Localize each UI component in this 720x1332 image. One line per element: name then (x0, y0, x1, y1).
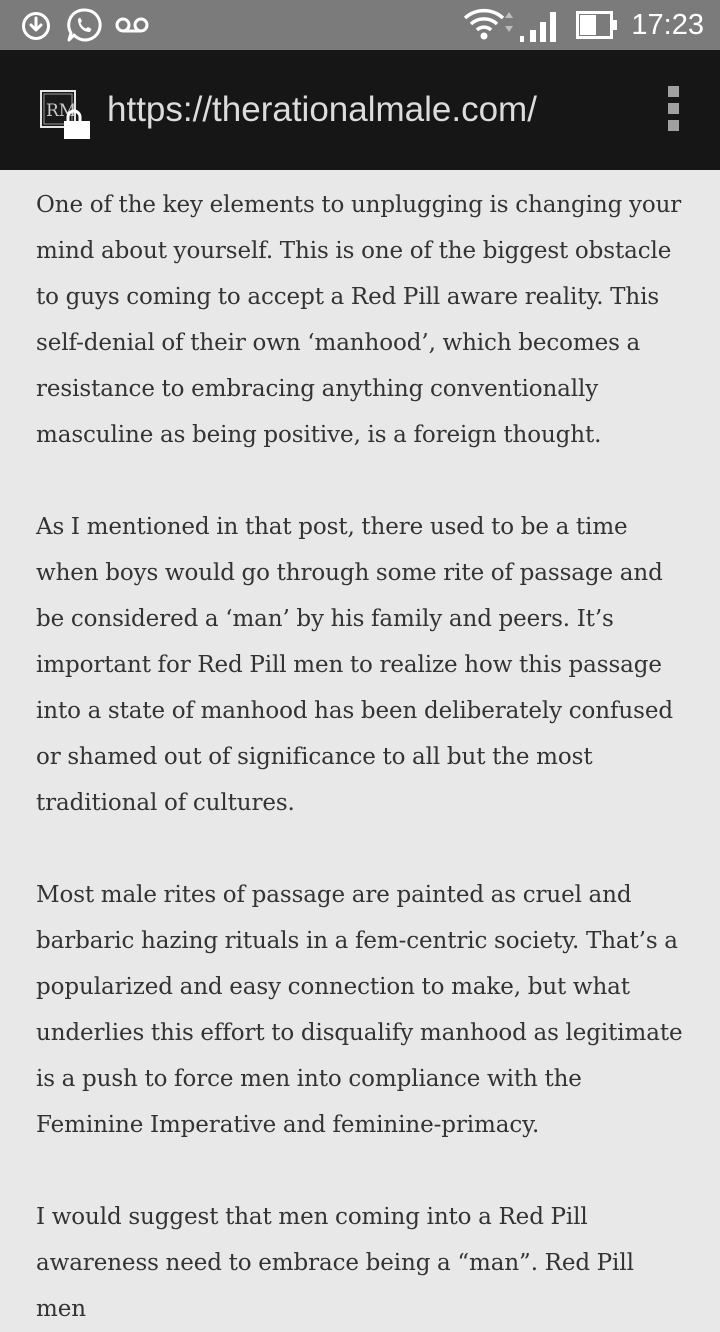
whatsapp-icon (66, 7, 102, 43)
status-time: 17:23 (631, 9, 704, 41)
site-lock-icon[interactable] (40, 90, 90, 140)
url-bar-text[interactable]: https://therationalmale.com/ (107, 90, 537, 129)
article-paragraph-2: As I mentioned in that post, there used to be a time when boys would go through some rite of passage and be considered a ‘man’ by his family and peers. It’s important for Red Pill men to realize how this passage into a state of manhood has been deliberately confused or shamed out of significance to all but the most traditional of cultures. (36, 514, 673, 816)
battery-icon (576, 11, 618, 39)
article-paragraph-3: Most male rites of passage are painted as cruel and barbaric hazing rituals in a fem-centric society. That’s a popularized and easy connection to make, but what underlies this effort to disqualify manhood as legitimate is a push to force men into compliance with the Feminine Imperative and feminine-primacy. (36, 882, 683, 1138)
status-bar (0, 0, 720, 50)
signal-icon (518, 8, 558, 44)
voicemail-icon (115, 14, 149, 36)
overflow-menu-button[interactable] (662, 86, 686, 132)
article-paragraph-4: I would suggest that men coming into a Red Pill awareness need to embrace being a “man”. Red Pill men (36, 1204, 634, 1322)
article-paragraph-1: One of the key elements to unplugging is changing your mind about yourself. This is one of the biggest obstacle to guys coming to accept a Red Pill aware reality. This self-denial of their own ‘manhood’, which becomes a resistance to embracing anything conventionally masculine as being positive, is a foreign thought. (36, 192, 682, 448)
overflow-menu-icon-dot (668, 120, 679, 131)
article-content (0, 170, 720, 1322)
overflow-menu-icon (668, 86, 679, 97)
overflow-menu-icon-dot (668, 103, 679, 114)
download-icon (20, 10, 52, 42)
browser-toolbar (0, 50, 720, 170)
site-icon-text: RM (46, 101, 77, 121)
wifi-icon (462, 6, 514, 42)
